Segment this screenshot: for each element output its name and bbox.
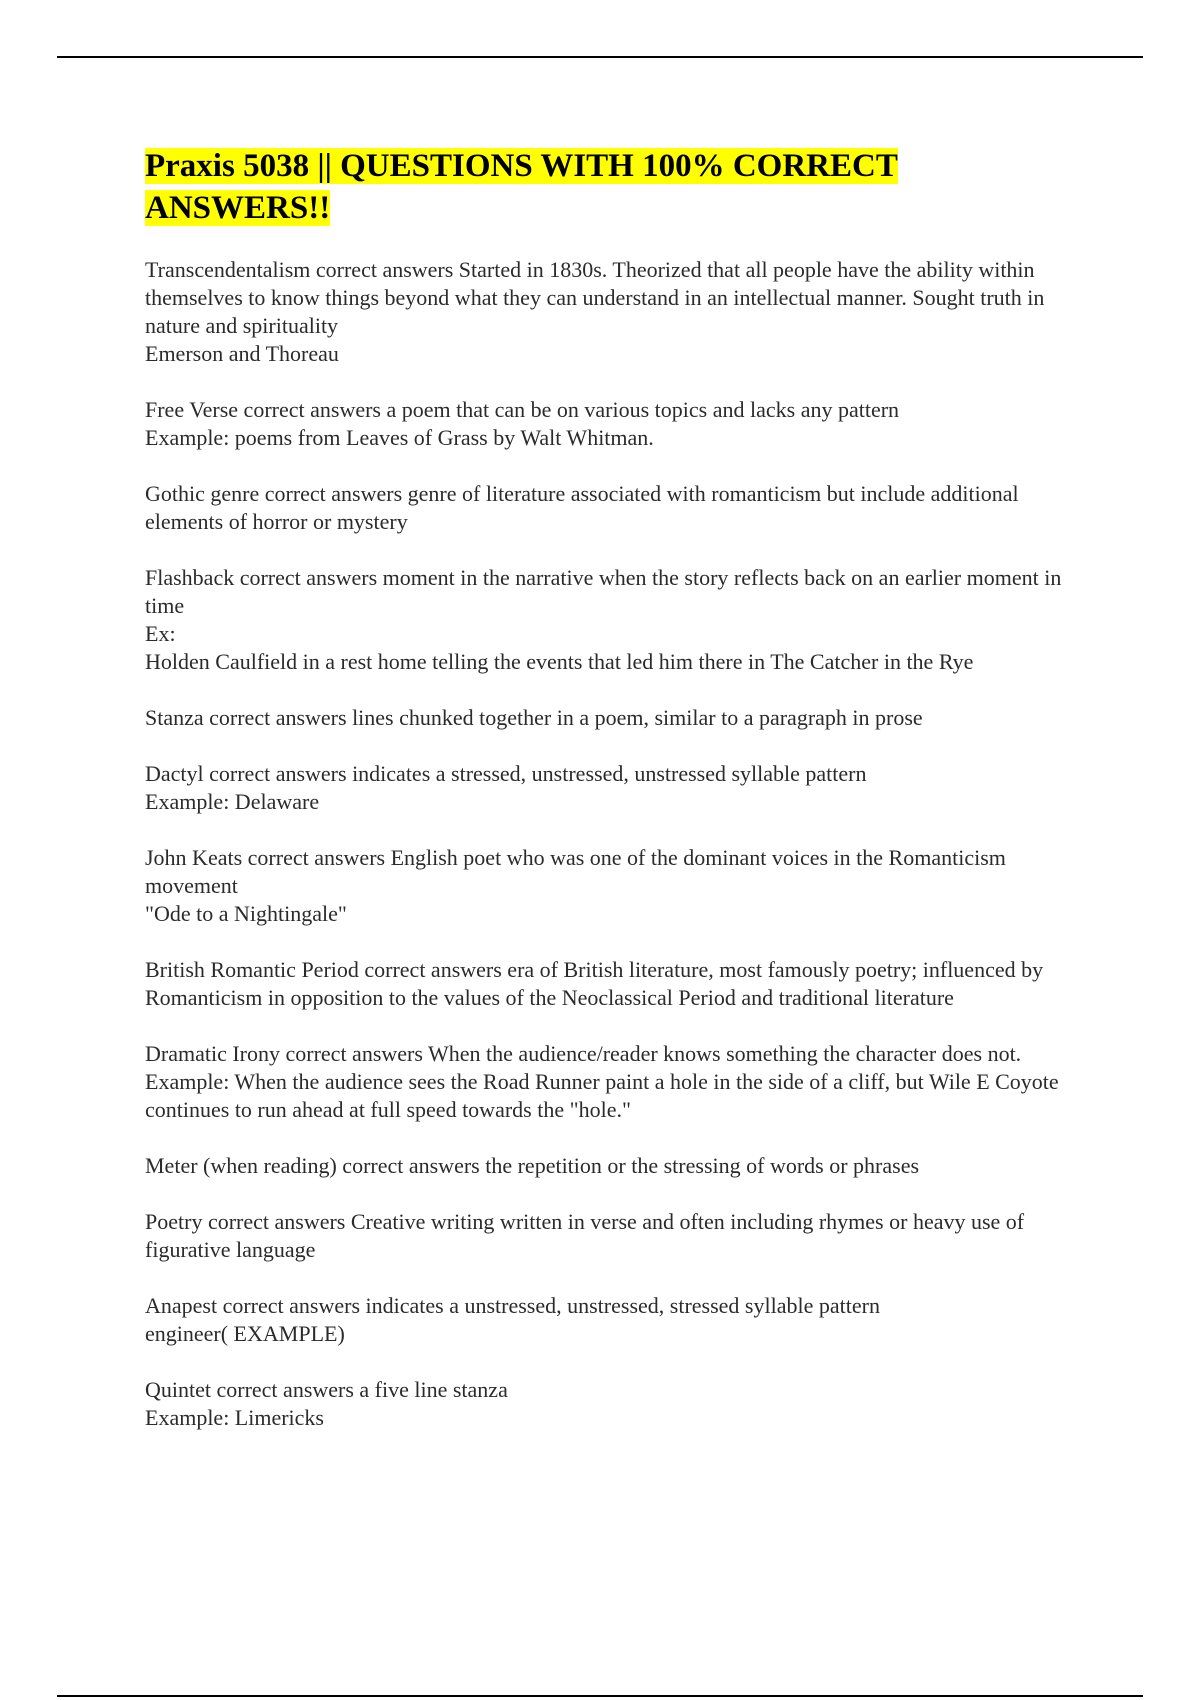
entry-list [145,256,1065,1460]
entry-text: Dactyl correct answers indicates a stressed, unstressed, unstressed syllable pattern [145,761,867,786]
entry-text: Example: Limericks [145,1405,324,1430]
title-highlight: Praxis 5038 || QUESTIONS WITH 100% CORRECT ANSWERS!! [145,148,898,226]
entry-text: Emerson and Thoreau [145,341,339,366]
entry-text: John Keats correct answers English poet who was one of the dominant voices in the Romanticism movement [145,845,1012,898]
entry-text: engineer( EXAMPLE) [145,1321,345,1346]
entry-text: Free Verse correct answers a poem that can be on various topics and lacks any pattern [145,397,900,422]
entry-flashback [145,564,1065,676]
entry-text: Ex: [145,621,176,646]
entry-text: Example: Delaware [145,789,320,814]
entry-text: Holden Caulfield in a rest home telling the events that led him there in The Catcher in the Rye [145,649,974,674]
entry-gothic-genre [145,480,1065,536]
entry-transcendentalism [145,256,1065,368]
header-rule [57,56,1143,58]
entry-dactyl [145,760,1065,816]
entry-text: Stanza correct answers lines chunked together in a poem, similar to a paragraph in prose [145,705,923,730]
entry-text: British Romantic Period correct answers era of British literature, most famously poetry; influenced by Romanticism in opposition to the values of the Neoclassical Period and traditional literature [145,957,1049,1010]
footer-rule [57,1695,1143,1697]
entry-text: Poetry correct answers Creative writing written in verse and often including rhymes or heavy use of figurative language [145,1209,1030,1262]
entry-stanza [145,704,1065,732]
entry-text: Quintet correct answers a five line stanza [145,1377,508,1402]
entry-quintet [145,1376,1065,1432]
entry-john-keats [145,844,1065,928]
entry-text: Flashback correct answers moment in the narrative when the story reflects back on an earlier moment in time [145,565,1067,618]
entry-poetry [145,1208,1065,1264]
entry-text: "Ode to a Nightingale" [145,901,347,926]
entry-british-romantic-period [145,956,1065,1012]
entry-text: Transcendentalism correct answers Started in 1830s. Theorized that all people have the ability within themselves to know things beyond what they can understand in an intellectual manner. Sought truth in nature and spirituality [145,257,1050,338]
entry-anapest [145,1292,1065,1348]
entry-text: Example: When the audience sees the Road Runner paint a hole in the side of a cliff, but Wile E Coyote continues to run ahead at full speed towards the "hole." [145,1069,1065,1122]
entry-text: Anapest correct answers indicates a unstressed, unstressed, stressed syllable pattern [145,1293,880,1318]
entry-text: Example: poems from Leaves of Grass by Walt Whitman. [145,425,654,450]
entry-text: Gothic genre correct answers genre of literature associated with romanticism but include additional elements of horror or mystery [145,481,1025,534]
entry-text: Meter (when reading) correct answers the repetition or the stressing of words or phrases [145,1153,920,1178]
entry-free-verse [145,396,1065,452]
entry-dramatic-irony [145,1040,1065,1124]
page-title [145,145,1085,229]
entry-text: Dramatic Irony correct answers When the audience/reader knows something the character does not. [145,1041,1022,1066]
entry-meter [145,1152,1065,1180]
